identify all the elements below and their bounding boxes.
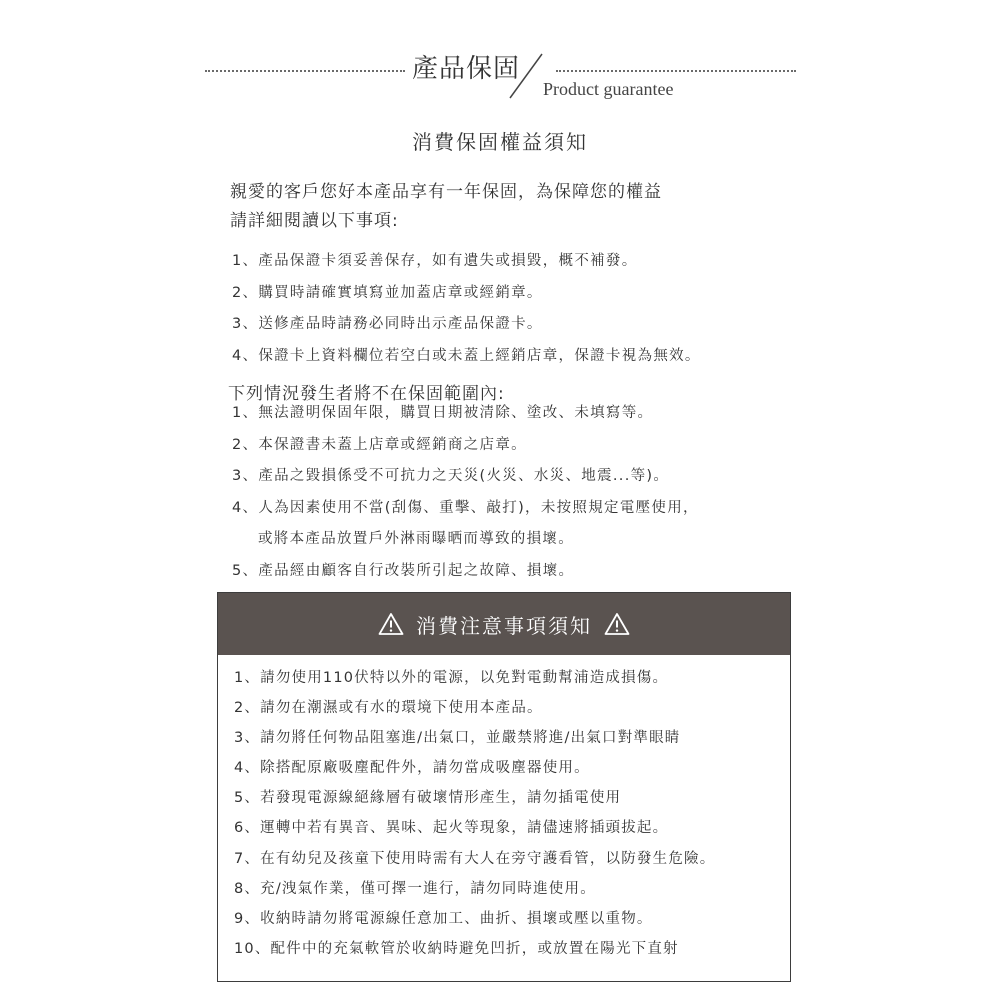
exclusions-heading: 下列情況發生者將不在保固範圍內:: [228, 384, 505, 404]
list-item: 6、運轉中若有異音、異味、起火等現象，請儘速將插頭拔起。: [234, 820, 669, 837]
list-item: 5、若發現電源線絕緣層有破壞情形產生，請勿插電使用: [234, 790, 622, 807]
page-subtitle: Product guarantee: [543, 79, 674, 99]
list-item: 2、本保證書未蓋上店章或經銷商之店章。: [232, 436, 527, 453]
list-item: 4、人為因素使用不當(刮傷、重擊、敲打)，未按照規定電壓使用，: [232, 499, 699, 516]
list-item: 9、收納時請勿將電源線任意加工、曲折、損壞或壓以重物。: [234, 910, 653, 927]
intro-paragraph: [230, 178, 790, 236]
usage-notice-banner: [218, 593, 790, 655]
warranty-terms-list: [232, 246, 701, 372]
list-item: 1、產品保證卡須妥善保存，如有遺失或損毀，概不補發。: [232, 253, 638, 269]
slash-divider: [508, 52, 544, 100]
list-item: 5、產品經由顧客自行改裝所引起之故障、損壞。: [232, 562, 575, 579]
warranty-notice-title: 消費保固權益須知: [412, 130, 588, 154]
list-item: 1、無法證明保固年限，購買日期被清除、塗改、未填寫等。: [232, 405, 654, 421]
list-item: 1、請勿使用110伏特以外的電源，以免對電動幫浦造成損傷。: [234, 670, 669, 686]
list-item: 3、產品之毀損係受不可抗力之天災(火災、水災、地震...等)。: [232, 468, 670, 484]
list-item: 10、配件中的充氣軟管於收納時避免凹折，或放置在陽光下直射: [234, 940, 679, 957]
list-item: 2、購買時請確實填寫並加蓋店章或經銷章。: [232, 284, 543, 301]
list-item: 8、充/洩氣作業，僅可擇一進行，請勿同時進使用。: [234, 880, 596, 897]
list-item: 2、請勿在潮濕或有水的環境下使用本產品。: [234, 700, 543, 717]
usage-notice-list: [234, 663, 715, 964]
dotted-divider-left: [205, 70, 405, 72]
warning-icon: [378, 612, 404, 636]
intro-line: 請詳細閱讀以下事項:: [230, 211, 399, 231]
list-item: 7、在有幼兒及孩童下使用時需有大人在旁守護看管，以防發生危險。: [234, 850, 716, 867]
exclusions-list: [232, 398, 699, 587]
page-title: 產品保固: [412, 54, 521, 84]
list-item: 3、送修產品時請務必同時出示產品保證卡。: [232, 316, 543, 332]
usage-notice-box: [217, 592, 791, 982]
list-item: 3、請勿將任何物品阻塞進/出氣口，並嚴禁將進/出氣口對準眼睛: [234, 730, 681, 747]
intro-line: 親愛的客戶您好本產品享有一年保固，為保障您的權益: [230, 182, 662, 202]
warning-icon: [604, 612, 630, 636]
dotted-divider-right: [556, 70, 796, 72]
page-header: [0, 0, 1000, 110]
list-item-continuation: 或將本產品放置戶外淋雨曝晒而導致的損壞。: [258, 531, 574, 547]
usage-notice-title: 消費注意事項須知: [416, 613, 592, 638]
list-item: 4、除搭配原廠吸塵配件外，請勿當成吸塵器使用。: [234, 760, 590, 777]
list-item: 4、保證卡上資料欄位若空白或未蓋上經銷店章，保證卡視為無效。: [232, 347, 701, 364]
